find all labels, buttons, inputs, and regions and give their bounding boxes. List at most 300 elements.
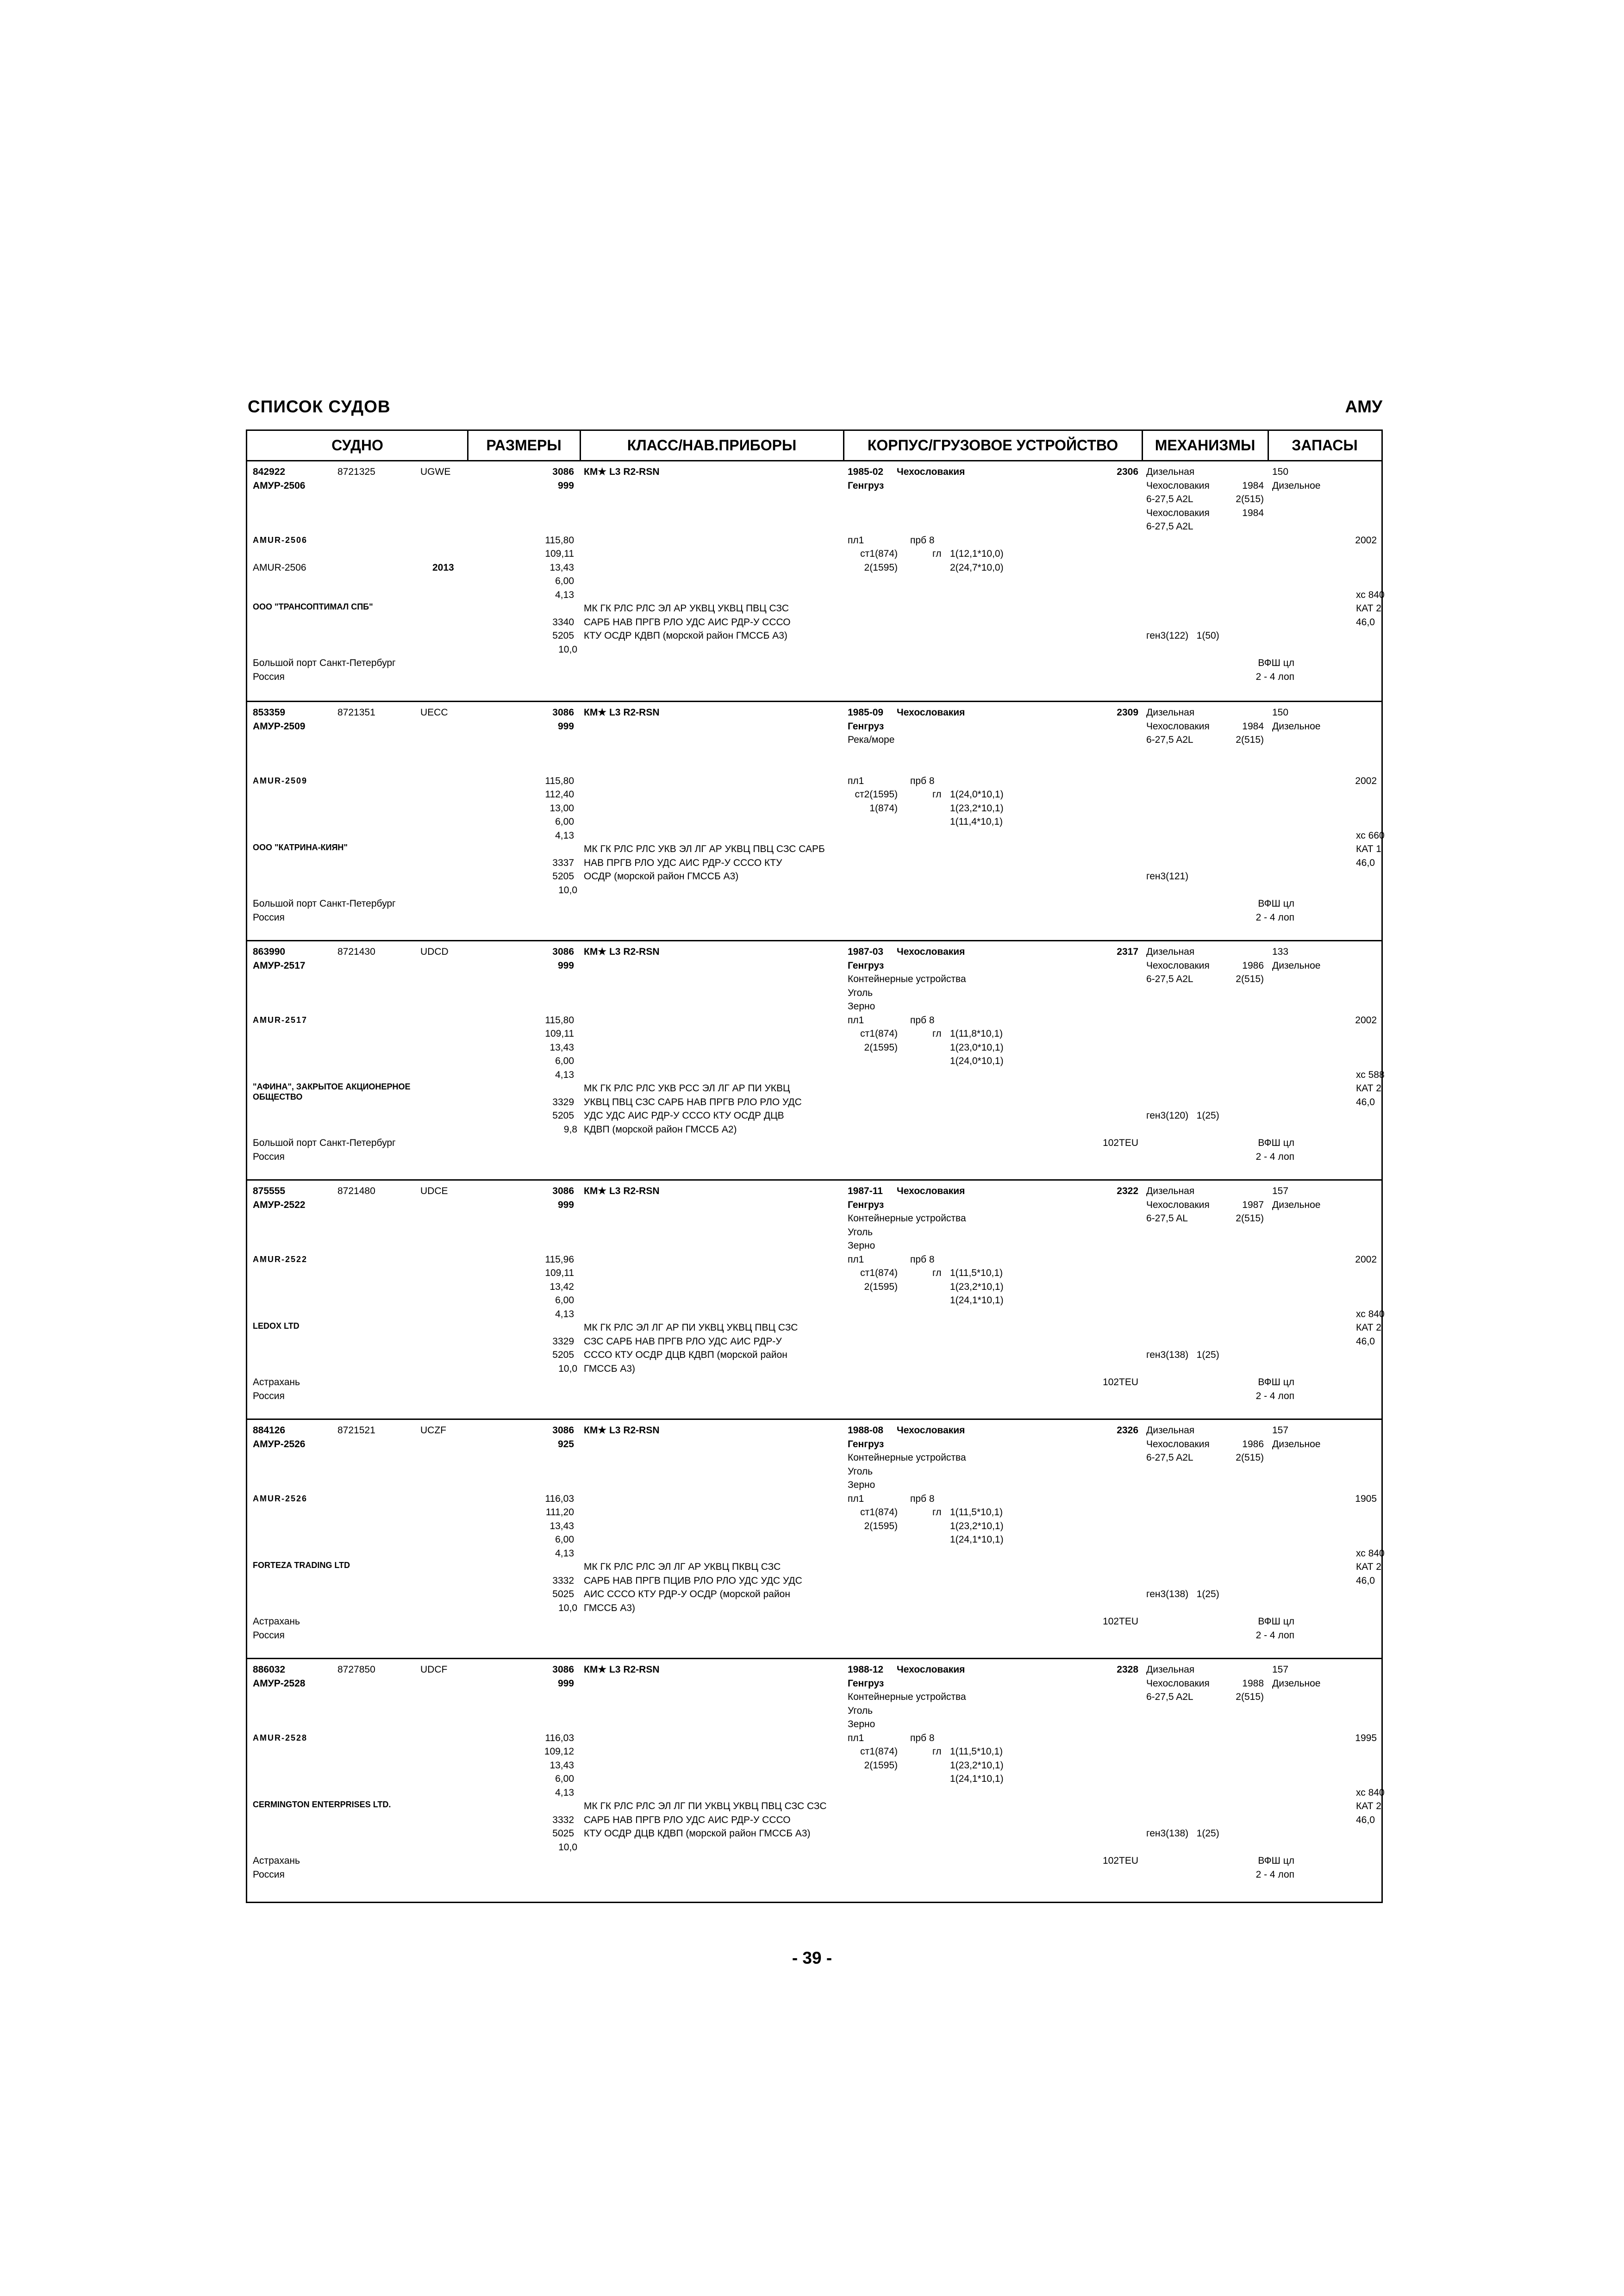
hatch-size: 1(11,5*10,1) (950, 1507, 1003, 1518)
yard-number: 2322 (1117, 1186, 1138, 1196)
registry-number: 884126 (253, 1425, 286, 1436)
dimension-value: 4,13 (555, 1069, 574, 1080)
generators: ген3(121) (1146, 871, 1189, 882)
build-country: Чехословакия (897, 1664, 965, 1675)
cargo-feature: Контейнерные устройства (848, 974, 966, 984)
engine-detail: 1984 (1242, 480, 1264, 491)
propeller-blades: 2 - 4 лоп (1255, 671, 1294, 682)
build-date: 1985-02 (848, 467, 884, 477)
dimension-value: 13,43 (550, 562, 574, 573)
hatch-size: 1(24,1*10,1) (950, 1295, 1004, 1306)
owner-name: LEDOX LTD (253, 1321, 300, 1331)
engine-line: Дизельная (1146, 946, 1195, 957)
engine-detail: 1984 (1242, 721, 1264, 732)
dimension-value: 4,13 (555, 589, 574, 600)
engine-line: Дизельная (1146, 1186, 1195, 1196)
hatch-label: гл (932, 1507, 942, 1518)
hatch-size: 1(11,5*10,1) (950, 1746, 1003, 1757)
decks: пл1 (848, 535, 864, 546)
imo-number: 8727850 (337, 1664, 375, 1675)
stock-detail: КАТ 2 (1356, 1322, 1381, 1333)
former-name: AMUR-2506 (253, 562, 306, 573)
deadweight: 3332 (552, 1814, 574, 1825)
ship-table (246, 429, 1383, 1903)
imo-number: 8721351 (337, 707, 375, 718)
build-date: 1985-09 (848, 707, 884, 718)
vessel-name: АМУР-2528 (253, 1678, 306, 1689)
speed: 10,0 (558, 1363, 577, 1374)
cargo-feature: Уголь (848, 987, 873, 998)
owner-name: ООО "КАТРИНА-КИЯН" (253, 843, 348, 852)
builder: Генгруз (848, 721, 884, 732)
flag-country: Россия (253, 1390, 285, 1401)
owner-name: CERMINGTON ENTERPRISES LTD. (253, 1800, 391, 1809)
registry-number: 842922 (253, 467, 286, 477)
engine-line: Чехословакия (1146, 1678, 1210, 1689)
imo-number: 8721521 (337, 1425, 375, 1436)
dimension-value: 116,03 (545, 1732, 574, 1743)
vessel-name-latin: AMUR-2526 (253, 1493, 308, 1503)
engine-line: Чехословакия (1146, 960, 1210, 971)
engine-detail: 1986 (1242, 1438, 1264, 1450)
dimension-value: 6,00 (555, 1056, 574, 1066)
bulkheads: прб 8 (910, 1493, 935, 1504)
cargo-feature: Контейнерные устройства (848, 1692, 966, 1702)
vessel-name: АМУР-2509 (253, 721, 306, 732)
stock-detail: 46,0 (1356, 1814, 1375, 1825)
ship-record (247, 461, 1385, 701)
cargo-feature: Контейнерные устройства (848, 1213, 966, 1224)
net-tonnage: 999 (557, 480, 574, 491)
imo-number: 8721480 (337, 1186, 375, 1196)
gross-tonnage: 3086 (552, 946, 574, 957)
dimension-value: 13,43 (550, 1042, 574, 1053)
stock-capacity: 157 (1272, 1664, 1289, 1675)
hatch-label: гл (932, 789, 942, 800)
yard-number: 2326 (1117, 1425, 1138, 1436)
deadweight: 3332 (552, 1575, 574, 1586)
deadweight: 3329 (552, 1096, 574, 1108)
build-date: 1988-12 (848, 1664, 884, 1675)
fuel-type: Дизельное (1272, 1438, 1321, 1450)
owner-name: FORTEZA TRADING LTD (253, 1561, 350, 1570)
propeller-blades: 2 - 4 лоп (1255, 912, 1294, 923)
registry-number: 886032 (253, 1664, 286, 1675)
vessel-name: АМУР-2526 (253, 1438, 306, 1450)
engine-line: 6-27,5 A2L (1146, 494, 1193, 504)
stock-detail: хс 588 (1356, 1069, 1385, 1080)
dimension-value: 109,11 (545, 1028, 574, 1039)
ship-record (247, 940, 1385, 1179)
nav-equipment-line: ГМССБ А3) (584, 1602, 636, 1613)
class-notation: КМ★ L3 R2-RSN (584, 707, 660, 718)
engine-detail: 2(515) (1236, 734, 1264, 745)
hatch-size: 1(11,8*10,1) (950, 1028, 1003, 1039)
build-date: 1987-03 (848, 946, 884, 957)
engine-detail: 2(515) (1236, 1692, 1264, 1702)
ship-record (247, 1658, 1385, 1897)
nav-equipment-line: МК ГК РЛС РЛС ЭЛ АР УКВЦ УКВЦ ПВЦ СЗС (584, 603, 789, 614)
bulkheads: прб 8 (910, 535, 935, 546)
speed: 9,8 (563, 1124, 577, 1135)
nav-equipment-line: САРБ НАВ ПРГВ РЛО УДС АИС РДР-У СССО (584, 1814, 791, 1825)
cargo-feature: Зерно (848, 1001, 875, 1012)
nav-equipment-line: ОСДР (морской район ГМССБ А3) (584, 871, 739, 882)
dimension-value: 6,00 (555, 1295, 574, 1306)
decks: пл1 (848, 1254, 864, 1265)
hold-capacity: 2(1595) (864, 1520, 898, 1531)
stock-detail: 46,0 (1356, 857, 1375, 868)
nav-equipment-line: САРБ НАВ ПРГВ РЛО УДС АИС РДР-У СССО (584, 616, 791, 628)
dimension-value: 6,00 (555, 1534, 574, 1545)
ship-record (247, 1419, 1385, 1658)
call-sign: UCZF (420, 1425, 446, 1436)
imo-number: 8721430 (337, 946, 375, 957)
teu-capacity: 102TEU (1102, 1138, 1138, 1148)
hatch-size: 1(24,0*10,1) (950, 789, 1004, 800)
page-title: СПИСОК СУДОВ (248, 397, 391, 416)
propeller-blades: 2 - 4 лоп (1255, 1630, 1294, 1641)
dimension-value: 4,13 (555, 1787, 574, 1798)
generators: ген3(120) 1(25) (1146, 1110, 1219, 1121)
stock-year: 2002 (1355, 535, 1377, 546)
nav-equipment-line: АИС СССО КТУ РДР-У ОСДР (морской район (584, 1589, 790, 1599)
stock-detail: хс 840 (1356, 1548, 1385, 1559)
gross-tonnage: 3086 (552, 1425, 574, 1436)
dimension-value: 13,42 (550, 1281, 574, 1292)
home-port: Астрахань (253, 1855, 300, 1866)
flag-country: Россия (253, 912, 285, 923)
nav-equipment-line: ГМССБ А3) (584, 1363, 636, 1374)
hatch-size: 1(12,1*10,0) (950, 548, 1004, 559)
propeller-blades: 2 - 4 лоп (1255, 1151, 1294, 1162)
stock-year: 2002 (1355, 775, 1377, 786)
teu-capacity: 102TEU (1102, 1855, 1138, 1866)
engine-line: Дизельная (1146, 1425, 1195, 1436)
hold-capacity: ст1(874) (860, 1507, 898, 1518)
nav-equipment-line: МК ГК РЛС РЛС УКВ ЭЛ ЛГ АР УКВЦ ПВЦ СЗС САРБ (584, 844, 825, 854)
stock-detail: КАТ 1 (1356, 844, 1381, 854)
displacement: 5025 (552, 1828, 574, 1839)
build-country: Чехословакия (897, 1186, 965, 1196)
col-header-hull: КОРПУС/ГРУЗОВОЕ УСТРОЙСТВО (843, 431, 1142, 461)
deadweight: 3340 (552, 616, 574, 628)
vessel-name-latin: AMUR-2522 (253, 1254, 308, 1264)
call-sign: UGWE (420, 467, 451, 477)
hatch-label: гл (932, 1028, 942, 1039)
displacement: 5205 (552, 1350, 574, 1360)
dimension-value: 13,43 (550, 1520, 574, 1531)
builder: Генгруз (848, 1438, 884, 1450)
hold-capacity: 2(1595) (864, 1042, 898, 1053)
dimension-value: 13,43 (550, 1760, 574, 1771)
fuel-type: Дизельное (1272, 721, 1321, 732)
dimension-value: 13,00 (550, 803, 574, 814)
stock-detail: хс 660 (1356, 830, 1385, 841)
hatch-label: гл (932, 548, 942, 559)
nav-equipment-line: НАВ ПРГВ РЛО УДС АИС РДР-У СССО КТУ (584, 857, 782, 868)
vessel-name-latin: AMUR-2517 (253, 1015, 308, 1025)
hold-capacity: 2(1595) (864, 1760, 898, 1771)
nav-equipment-line: КТУ ОСДР КДВП (морской район ГМССБ А3) (584, 630, 787, 641)
decks: пл1 (848, 1732, 864, 1743)
nav-equipment-line: МК ГК РЛС РЛС ЭЛ ЛГ ПИ УКВЦ УКВЦ ПВЦ СЗС СЗС (584, 1801, 827, 1811)
dimension-value: 109,11 (545, 548, 574, 559)
hatch-size: 2(24,7*10,0) (950, 562, 1004, 573)
yard-number: 2309 (1117, 707, 1138, 718)
builder: Генгруз (848, 480, 884, 491)
hold-capacity: ст1(874) (860, 1746, 898, 1757)
stock-detail: хс 840 (1356, 1308, 1385, 1319)
flag-country: Россия (253, 1869, 285, 1880)
build-date: 1987-11 (848, 1186, 883, 1196)
col-header-stocks: ЗАПАСЫ (1268, 431, 1381, 461)
stock-detail: 46,0 (1356, 616, 1375, 628)
net-tonnage: 999 (557, 960, 574, 971)
dimension-value: 4,13 (555, 1548, 574, 1559)
nav-equipment-line: МК ГК РЛС ЭЛ ЛГ АР ПИ УКВЦ УКВЦ ПВЦ СЗС (584, 1322, 798, 1333)
net-tonnage: 925 (557, 1438, 574, 1450)
engine-detail: 2(515) (1236, 974, 1264, 984)
hatch-size: 1(24,1*10,1) (950, 1534, 1004, 1545)
displacement: 5205 (552, 1110, 574, 1121)
engine-detail: 1984 (1242, 507, 1264, 518)
dimension-value: 6,00 (555, 816, 574, 827)
dimension-value: 6,00 (555, 576, 574, 586)
flag-country: Россия (253, 1151, 285, 1162)
call-sign: UDCE (420, 1186, 448, 1196)
call-sign: UDCF (420, 1664, 448, 1675)
propeller-type: ВФШ цл (1258, 658, 1294, 668)
call-sign: UDCD (420, 946, 449, 957)
dimension-value: 112,40 (545, 789, 574, 800)
builder: Генгруз (848, 1678, 884, 1689)
dimension-value: 4,13 (555, 1308, 574, 1319)
displacement: 5205 (552, 630, 574, 641)
engine-line: 6-27,5 AL (1146, 1213, 1188, 1224)
build-country: Чехословакия (897, 467, 965, 477)
bulkheads: прб 8 (910, 1732, 935, 1743)
ship-record (247, 701, 1385, 940)
gross-tonnage: 3086 (552, 467, 574, 477)
registry-number: 863990 (253, 946, 286, 957)
engine-detail: 2(515) (1236, 494, 1264, 504)
fuel-type: Дизельное (1272, 1199, 1321, 1210)
vessel-name-latin: AMUR-2506 (253, 535, 308, 545)
vessel-name-latin: AMUR-2528 (253, 1733, 308, 1742)
cargo-feature: Контейнерные устройства (848, 1452, 966, 1463)
hatch-size: 1(23,2*10,1) (950, 1281, 1004, 1292)
gross-tonnage: 3086 (552, 707, 574, 718)
imo-number: 8721325 (337, 467, 375, 477)
speed: 10,0 (558, 884, 577, 896)
class-notation: КМ★ L3 R2-RSN (584, 946, 660, 957)
class-notation: КМ★ L3 R2-RSN (584, 1186, 660, 1196)
home-port: Большой порт Санкт-Петербург (253, 1138, 396, 1148)
dimension-value: 109,12 (544, 1746, 574, 1757)
engine-detail: 1987 (1242, 1199, 1264, 1210)
teu-capacity: 102TEU (1102, 1616, 1138, 1627)
propeller-type: ВФШ цл (1258, 1377, 1294, 1388)
engine-detail: 1988 (1242, 1678, 1264, 1689)
hold-capacity: 1(874) (869, 803, 898, 814)
engine-line: 6-27,5 A2L (1146, 521, 1193, 532)
stock-capacity: 133 (1272, 946, 1289, 957)
yard-number: 2306 (1117, 467, 1138, 477)
build-country: Чехословакия (897, 707, 965, 718)
hatch-size: 1(24,0*10,1) (950, 1056, 1004, 1066)
dimension-value: 115,80 (545, 535, 574, 546)
hold-capacity: ст1(874) (860, 548, 898, 559)
speed: 10,0 (558, 1602, 577, 1613)
engine-detail: 1986 (1242, 960, 1264, 971)
stock-detail: 46,0 (1356, 1575, 1375, 1586)
cargo-feature: Уголь (848, 1705, 873, 1716)
hatch-size: 1(23,0*10,1) (950, 1042, 1004, 1053)
stock-capacity: 157 (1272, 1186, 1289, 1196)
ship-record (247, 1179, 1385, 1419)
propeller-type: ВФШ цл (1258, 1855, 1294, 1866)
nav-equipment-line: СССО КТУ ОСДР ДЦВ КДВП (морской район (584, 1350, 787, 1360)
cargo-feature: Уголь (848, 1226, 873, 1238)
nav-equipment-line: МК ГК РЛС РЛС ЭЛ ЛГ АР УКВЦ ПКВЦ СЗС (584, 1562, 781, 1572)
dimension-value: 109,11 (545, 1268, 574, 1278)
fuel-type: Дизельное (1272, 480, 1321, 491)
vessel-name: АМУР-2522 (253, 1199, 306, 1210)
stock-year: 1905 (1355, 1493, 1377, 1504)
stock-detail: 46,0 (1356, 1096, 1375, 1108)
stock-detail: хс 840 (1356, 589, 1385, 600)
home-port: Большой порт Санкт-Петербург (253, 658, 396, 668)
engine-line: Чехословакия (1146, 1438, 1210, 1450)
engine-line: Дизельная (1146, 1664, 1195, 1675)
dimension-value: 116,03 (545, 1493, 574, 1504)
propeller-type: ВФШ цл (1258, 1138, 1294, 1148)
engine-line: Чехословакия (1146, 480, 1210, 491)
builder: Генгруз (848, 1199, 884, 1210)
propeller-type: ВФШ цл (1258, 898, 1294, 909)
hatch-size: 1(23,2*10,1) (950, 1760, 1004, 1771)
call-sign: UECC (420, 707, 448, 718)
engine-line: Чехословакия (1146, 1199, 1210, 1210)
dimension-value: 6,00 (555, 1773, 574, 1784)
build-country: Чехословакия (897, 1425, 965, 1436)
deadweight: 3337 (552, 857, 574, 868)
hatch-size: 1(11,5*10,1) (950, 1268, 1003, 1278)
cargo-feature: Зерно (848, 1240, 875, 1251)
stock-detail: хс 840 (1356, 1787, 1385, 1798)
vessel-name: АМУР-2506 (253, 480, 306, 491)
vessel-name: АМУР-2517 (253, 960, 306, 971)
cargo-feature: Река/море (848, 734, 895, 745)
stock-capacity: 157 (1272, 1425, 1289, 1436)
hatch-size: 1(23,2*10,1) (950, 803, 1004, 814)
class-notation: КМ★ L3 R2-RSN (584, 1664, 660, 1675)
stock-capacity: 150 (1272, 467, 1289, 477)
page-number: - 39 - (792, 1948, 832, 1967)
generators: ген3(122) 1(50) (1146, 630, 1219, 641)
vessel-name-latin: AMUR-2509 (253, 776, 308, 785)
decks: пл1 (848, 775, 864, 786)
decks: пл1 (848, 1493, 864, 1504)
engine-line: Дизельная (1146, 467, 1195, 477)
stock-detail: КАТ 2 (1356, 603, 1381, 614)
hold-capacity: ст1(874) (860, 1028, 898, 1039)
dimension-value: 115,96 (545, 1254, 574, 1265)
former-name-year: 2013 (432, 562, 454, 573)
cargo-feature: Уголь (848, 1466, 873, 1477)
propeller-blades: 2 - 4 лоп (1255, 1390, 1294, 1401)
hatch-label: гл (932, 1268, 942, 1278)
home-port: Астрахань (253, 1377, 300, 1388)
nav-equipment-line: МК ГК РЛС РЛС УКВ РСС ЭЛ ЛГ АР ПИ УКВЦ (584, 1083, 790, 1094)
build-date: 1988-08 (848, 1425, 884, 1436)
stock-detail: КАТ 2 (1356, 1801, 1381, 1811)
gross-tonnage: 3086 (552, 1664, 574, 1675)
yard-number: 2317 (1117, 946, 1138, 957)
generators: ген3(138) 1(25) (1146, 1350, 1219, 1360)
net-tonnage: 999 (557, 721, 574, 732)
build-country: Чехословакия (897, 946, 965, 957)
net-tonnage: 999 (557, 1199, 574, 1210)
hatch-size: 1(24,1*10,1) (950, 1773, 1004, 1784)
hold-capacity: ст1(874) (860, 1268, 898, 1278)
hatch-size: 1(23,2*10,1) (950, 1520, 1004, 1531)
speed: 10,0 (558, 644, 577, 655)
cargo-feature: Зерно (848, 1480, 875, 1490)
fuel-type: Дизельное (1272, 960, 1321, 971)
stock-detail: КАТ 2 (1356, 1083, 1381, 1094)
engine-line: 6-27,5 A2L (1146, 1692, 1193, 1702)
engine-line: 6-27,5 A2L (1146, 974, 1193, 984)
home-port: Астрахань (253, 1616, 300, 1627)
deadweight: 3329 (552, 1336, 574, 1347)
dimension-value: 4,13 (555, 830, 574, 841)
decks: пл1 (848, 1014, 864, 1026)
bulkheads: прб 8 (910, 1254, 935, 1265)
col-header-class: КЛАСС/НАВ.ПРИБОРЫ (580, 431, 843, 461)
teu-capacity: 102TEU (1102, 1377, 1138, 1388)
speed: 10,0 (558, 1842, 577, 1853)
engine-line: Чехословакия (1146, 507, 1210, 518)
home-port: Большой порт Санкт-Петербург (253, 898, 396, 909)
section-code: АМУ (1345, 397, 1382, 416)
hold-capacity: 2(1595) (864, 562, 898, 573)
bulkheads: прб 8 (910, 1014, 935, 1026)
stock-detail: КАТ 2 (1356, 1562, 1381, 1572)
fuel-type: Дизельное (1272, 1678, 1321, 1689)
nav-equipment-line: СЗС САРБ НАВ ПРГВ РЛО УДС АИС РДР-У (584, 1336, 782, 1347)
hatch-label: гл (932, 1746, 942, 1757)
builder: Генгруз (848, 960, 884, 971)
hold-capacity: 2(1595) (864, 1281, 898, 1292)
propeller-blades: 2 - 4 лоп (1255, 1869, 1294, 1880)
yard-number: 2328 (1117, 1664, 1138, 1675)
engine-line: 6-27,5 A2L (1146, 1452, 1193, 1463)
hatch-size: 1(11,4*10,1) (950, 816, 1003, 827)
registry-number: 875555 (253, 1186, 286, 1196)
registry-number: 853359 (253, 707, 286, 718)
owner-name: ООО "ТРАНСОПТИМАЛ СПБ" (253, 602, 373, 611)
flag-country: Россия (253, 671, 285, 682)
generators: ген3(138) 1(25) (1146, 1589, 1219, 1599)
displacement: 5025 (552, 1589, 574, 1599)
col-header-machinery: МЕХАНИЗМЫ (1142, 431, 1268, 461)
hold-capacity: ст2(1595) (855, 789, 898, 800)
class-notation: КМ★ L3 R2-RSN (584, 1425, 660, 1436)
engine-line: Чехословакия (1146, 721, 1210, 732)
nav-equipment-line: УДС УДС АИС РДР-У СССО КТУ ОСДР ДЦВ (584, 1110, 784, 1121)
